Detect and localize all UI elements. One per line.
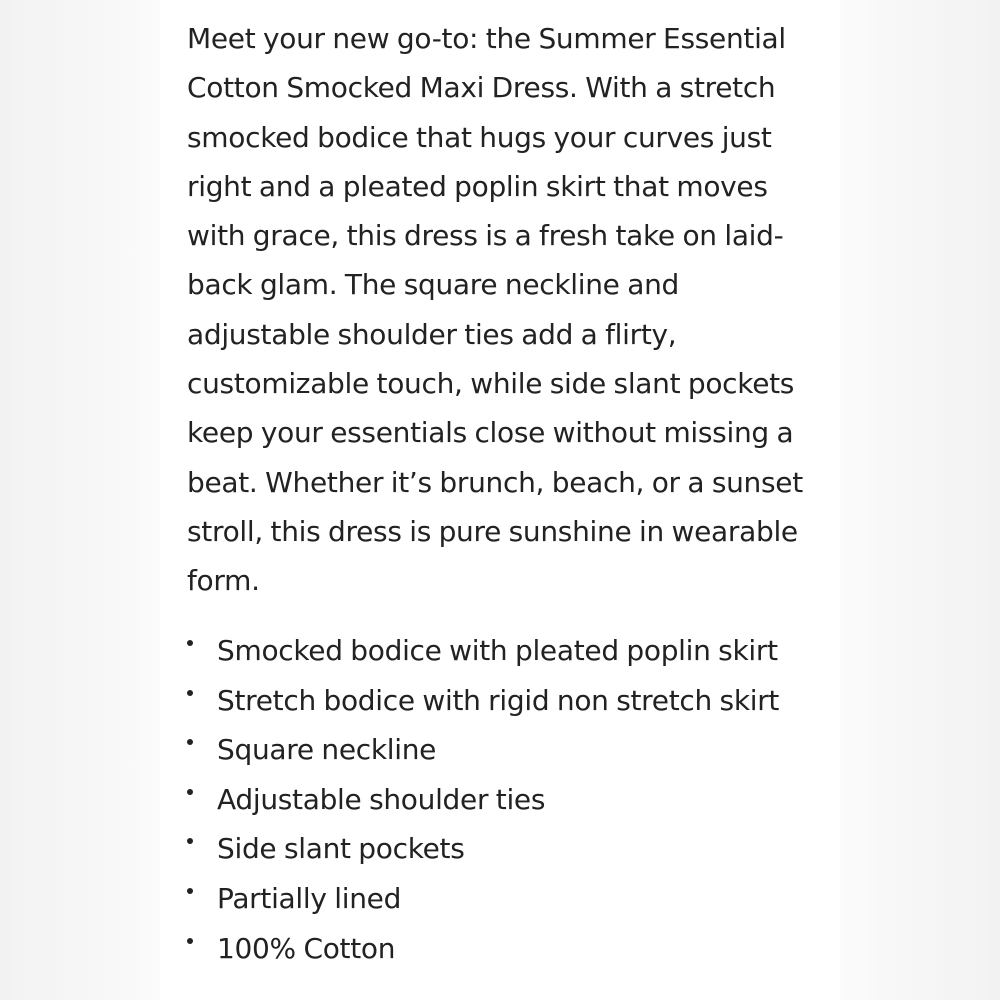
feature-text: Square neckline (217, 733, 437, 767)
feature-item (187, 676, 827, 726)
feature-text: Partially lined (217, 881, 402, 915)
feature-item (187, 824, 827, 874)
bullet-icon (187, 888, 193, 894)
background-left (0, 0, 160, 1000)
bullet-icon (187, 789, 193, 795)
feature-text: Smocked bodice with pleated poplin skirt (217, 634, 778, 667)
bullet-icon (187, 690, 193, 696)
bullet-icon (187, 640, 193, 646)
feature-item (187, 924, 827, 974)
feature-text: Adjustable shoulder ties (217, 782, 546, 816)
feature-item (187, 725, 827, 775)
feature-list (187, 626, 827, 973)
background-right (840, 0, 1000, 1000)
feature-item (187, 874, 827, 924)
product-description-card (160, 0, 840, 1000)
bullet-icon (187, 938, 193, 944)
feature-item (187, 775, 827, 825)
feature-text: 100% Cotton (217, 931, 396, 965)
feature-text: Stretch bodice with rigid non stretch skirt (217, 683, 780, 717)
product-description: Meet your new go-to: the Summer Essential Cotton Smocked Maxi Dress. With a stretch smocked bodice that hugs your curves just right and a pleated poplin skirt that moves with grace, this dress is a fresh take on laid-back glam. The square neckline and adjustable shoulder ties add a flirty, customizable touch, while side slant pockets keep your essentials close without missing a beat. Whether it’s brunch, beach, or a sunset stroll, this dress is pure sunshine in wearable form. (187, 22, 803, 598)
feature-text: Side slant pockets (217, 832, 465, 866)
feature-item (187, 626, 827, 676)
bullet-icon (187, 838, 193, 844)
bullet-icon (187, 739, 193, 745)
